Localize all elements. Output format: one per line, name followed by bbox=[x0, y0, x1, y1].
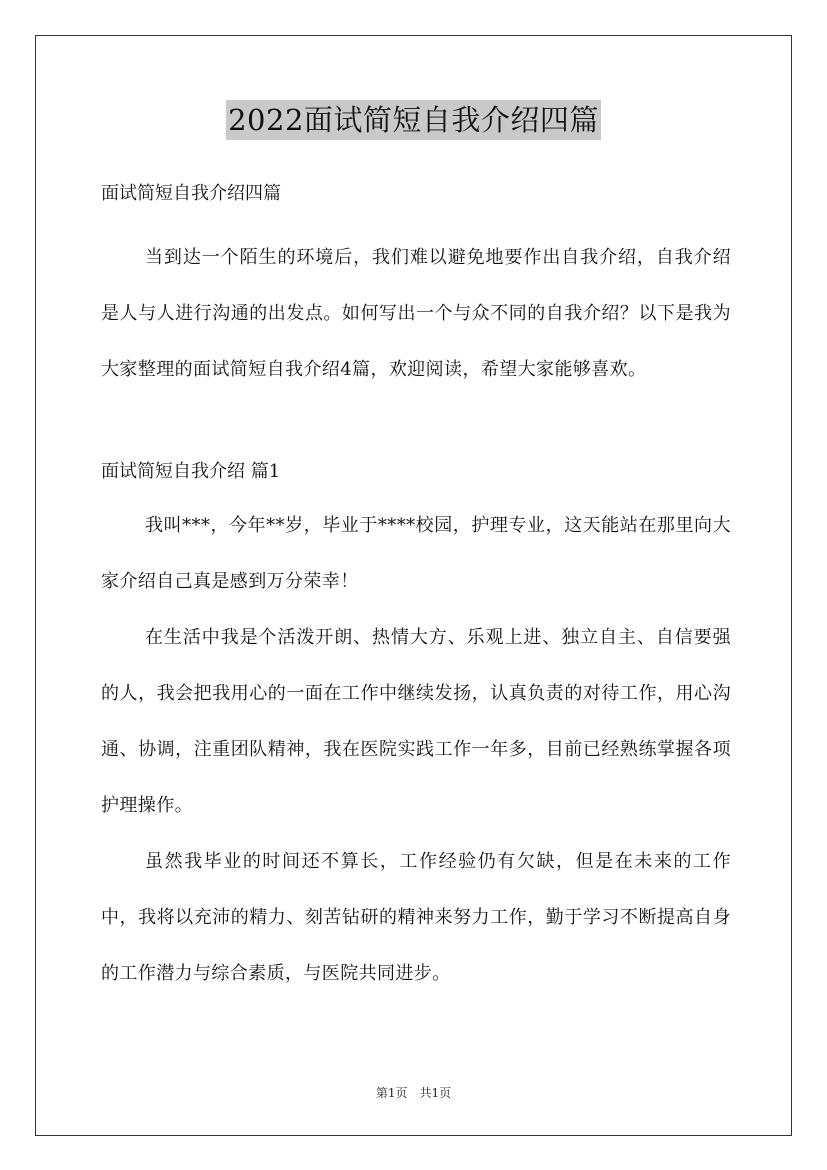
intro-heading: 面试简短自我介绍四篇 bbox=[101, 183, 281, 204]
intro-paragraph: 当到达一个陌生的环境后，我们难以避免地要作出自我介绍，自我介绍是人与人进行沟通的出发点。如何写出一个与众不同的自我介绍？以下是我为大家整理的面试简短自我介绍4篇，欢迎阅读，希望大家能够喜欢。 bbox=[101, 247, 731, 380]
document-title: 2022面试简短自我介绍四篇 bbox=[226, 100, 601, 140]
document-body bbox=[101, 178, 731, 1002]
page-footer: 第1页 共1页 bbox=[375, 1086, 452, 1100]
title-container bbox=[0, 100, 827, 140]
section1-paragraph-2: 在生活中我是个活泼开朗、热情大方、乐观上进、独立自主、自信要强的人，我会把我用心的一面在工作中继续发扬，认真负责的对待工作，用心沟通、协调，注重团队精神，我在医院实践工作一年多，目前已经熟练掌握各项护理操作。 bbox=[101, 627, 731, 816]
section1-heading: 面试简短自我介绍 篇1 bbox=[101, 461, 281, 482]
section1-paragraph-1: 我叫***，今年**岁，毕业于****校园，护理专业，这天能站在那里向大家介绍自己真是感到万分荣幸！ bbox=[101, 515, 731, 592]
section1-paragraph-3: 虽然我毕业的时间还不算长，工作经验仍有欠缺，但是在未来的工作中，我将以充沛的精力、刻苦钻研的精神来努力工作，勤于学习不断提高自身的工作潜力与综合素质，与医院共同进步。 bbox=[101, 851, 731, 984]
